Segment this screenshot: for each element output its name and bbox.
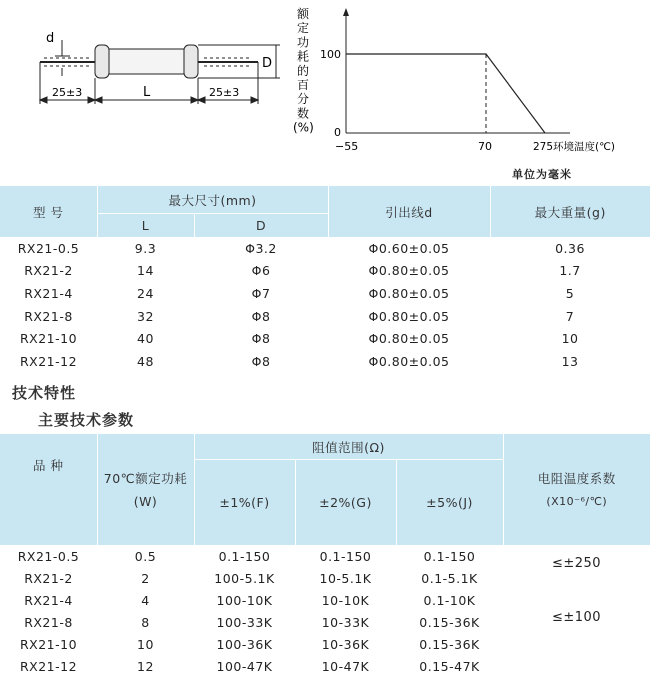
header-lead: 引出线d (328, 186, 490, 237)
ytick-100: 100 (320, 48, 341, 61)
ylabel-char: 分 (297, 92, 310, 107)
cell-f: 100-33K (216, 614, 273, 630)
cell-g: 10-5.1K (319, 570, 372, 586)
cell-lead: Φ0.60±0.05 (368, 240, 450, 256)
header-model: 型 号 (0, 186, 97, 237)
table-row (0, 305, 650, 328)
ylabel-char: 定 (297, 21, 310, 36)
chart-y-arrow (343, 8, 349, 16)
cell-power: 10 (137, 636, 154, 652)
cell-D: Φ3.2 (245, 240, 277, 256)
cell-L: 48 (137, 353, 154, 369)
cell-weight: 10 (561, 331, 579, 347)
dim-D-label: D (262, 56, 273, 71)
ylabel-char: 功 (297, 35, 310, 50)
chart-ylabel (293, 6, 314, 135)
xtick-m55: −55 (335, 140, 359, 153)
tc-group2-value: ≤±100 (551, 610, 602, 625)
dim-lead-right-label: 25±3 (209, 86, 240, 99)
derating-line (346, 54, 545, 133)
cell-model: RX21-2 (24, 263, 73, 279)
table-row (0, 350, 650, 373)
cell-D: Φ8 (251, 353, 271, 369)
cell-g: 0.1-150 (319, 548, 372, 564)
cell-f: 100-5.1K (214, 570, 275, 586)
cell-f: 100-10K (216, 592, 273, 608)
cell-power: 4 (141, 592, 150, 608)
header-j: ±5%(J) (396, 460, 503, 546)
cell-j: 0.1-150 (423, 548, 476, 564)
cell-g: 10-47K (321, 658, 370, 674)
cell-power: 0.5 (134, 548, 157, 564)
cell-L: 24 (137, 285, 154, 301)
cell-lead: Φ0.80±0.05 (368, 331, 450, 347)
cell-weight: 5 (565, 285, 575, 301)
table-row (0, 327, 650, 350)
header-tc (503, 434, 650, 545)
ylabel-char: 的 (297, 63, 310, 78)
cell-g: 10-36K (321, 636, 370, 652)
cell-j: 0.1-5.1K (421, 570, 478, 586)
header-power (97, 434, 194, 545)
unit-note: 单位为毫米 (512, 168, 572, 181)
header-g: ±2%(G) (295, 460, 396, 546)
header-L: L (97, 214, 194, 238)
ylabel-char: 额 (297, 7, 310, 21)
dimensions-table (0, 186, 650, 373)
table-row (0, 589, 650, 611)
cell-f: 100-36K (216, 636, 273, 652)
cell-j: 0.1-10K (423, 592, 476, 608)
header-max-size: 最大尺寸(mm) (97, 186, 328, 214)
cell-model: RX21-10 (19, 331, 78, 347)
cell-model: RX21-0.5 (17, 240, 80, 256)
cell-power: 8 (141, 614, 150, 630)
cell-power: 2 (141, 570, 150, 586)
cell-lead: Φ0.80±0.05 (368, 308, 450, 324)
cell-model: RX21-2 (24, 570, 73, 586)
cell-g: 10-33K (321, 614, 370, 630)
cell-model: RX21-0.5 (17, 548, 80, 564)
cell-weight: 0.36 (555, 240, 585, 256)
cell-weight: 1.7 (559, 263, 581, 279)
cell-tc (503, 589, 650, 611)
cell-D: Φ6 (251, 263, 271, 279)
cell-D: Φ8 (251, 308, 271, 324)
resistor-dimension-diagram (0, 0, 290, 125)
header-power-line1: 70℃额定功耗 (103, 470, 188, 486)
header-weight: 最大重量(g) (490, 186, 650, 237)
cell-lead: Φ0.80±0.05 (368, 353, 450, 369)
table-row (0, 655, 650, 677)
cell-model: RX21-8 (24, 308, 73, 324)
ytick-0: 0 (334, 126, 341, 139)
header-tc-line2: (X10⁻⁶/℃) (546, 494, 608, 508)
cell-D: Φ7 (251, 285, 271, 301)
header-power-line2: (W) (133, 493, 158, 509)
table-row (0, 260, 650, 283)
cell-lead: Φ0.80±0.05 (368, 285, 450, 301)
cell-power: 12 (137, 658, 154, 674)
cell-f: 0.1-150 (218, 548, 271, 564)
cell-tc (503, 633, 650, 655)
ylabel-char: (%) (293, 120, 314, 135)
cell-j: 0.15-47K (419, 658, 480, 674)
ylabel-char: 百 (297, 78, 310, 92)
ylabel-char: 数 (297, 106, 310, 121)
cell-g: 10-10K (321, 592, 370, 608)
cell-L: 32 (137, 308, 154, 324)
subsection-title: 主要技术参数 (38, 411, 135, 429)
cell-model: RX21-10 (19, 636, 78, 652)
xtick-70: 70 (478, 140, 492, 153)
cell-weight: 7 (565, 308, 575, 324)
cell-model: RX21-4 (24, 592, 73, 608)
cell-L: 9.3 (134, 240, 157, 256)
dim-lead-left-label: 25±3 (52, 86, 83, 99)
derating-chart (280, 0, 650, 165)
cell-D: Φ8 (251, 331, 271, 347)
cell-model: RX21-8 (24, 614, 73, 630)
cell-lead: Φ0.80±0.05 (368, 263, 450, 279)
table-row (0, 633, 650, 655)
header-range: 阻值范围(Ω) (194, 434, 503, 460)
cell-model: RX21-12 (19, 658, 78, 674)
header-D: D (194, 214, 328, 238)
table-row (0, 282, 650, 305)
header-tc-line1: 电阻温度系数 (537, 470, 616, 486)
cell-L: 14 (137, 263, 154, 279)
header-variety: 品 种 (0, 434, 97, 545)
cell-L: 40 (137, 331, 154, 347)
header-f: ±1%(F) (194, 460, 295, 546)
xtick-275-label: 275环境温度(℃) (533, 141, 616, 153)
cell-tc (503, 655, 650, 677)
tc-group1-value: ≤±250 (551, 556, 602, 571)
cell-j: 0.15-36K (419, 614, 480, 630)
section-title: 技术特性 (12, 384, 77, 402)
ylabel-char: 耗 (297, 49, 310, 64)
cell-model: RX21-12 (19, 353, 78, 369)
cell-j: 0.15-36K (419, 636, 480, 652)
cell-f: 100-47K (216, 658, 273, 674)
dim-L-label: L (143, 85, 151, 100)
dim-d-label: d (46, 31, 55, 46)
cell-weight: 13 (561, 353, 579, 369)
cell-model: RX21-4 (24, 285, 73, 301)
table-row (0, 237, 650, 260)
